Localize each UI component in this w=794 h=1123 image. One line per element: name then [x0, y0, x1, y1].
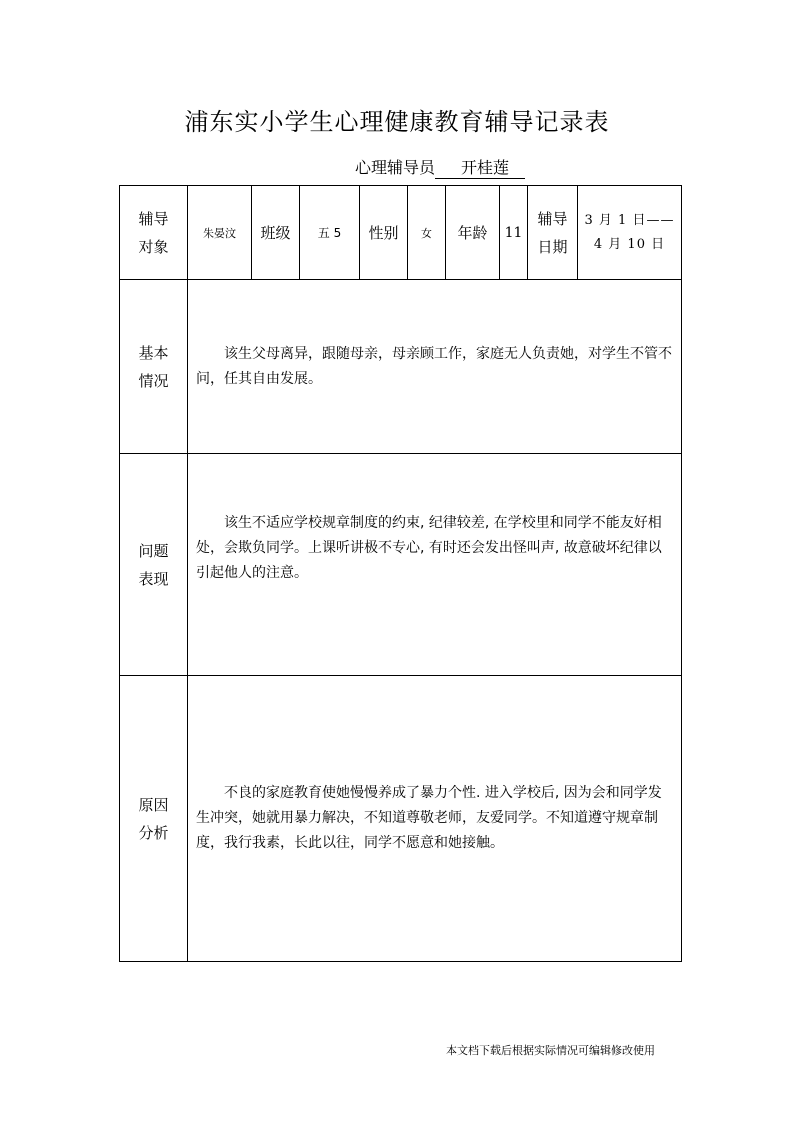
date-label-2: 日期 [537, 237, 568, 256]
gender-label: 性别 [360, 186, 408, 280]
age-value: 11 [500, 186, 528, 280]
problem-content: 该生不适应学校规章制度的约束, 纪律较差, 在学校里和同学不能友好相处，会欺负同学。上课听讲极不专心, 有时还会发出怪叫声, 故意破坏纪律以引起他人的注意。 [188, 454, 682, 676]
date-label-cell [528, 186, 578, 280]
header-row [120, 186, 682, 280]
class-value: 五 5 [300, 186, 360, 280]
basic-label-cell [120, 280, 188, 454]
target-label-cell [120, 186, 188, 280]
problem-label-cell [120, 454, 188, 676]
basic-row [120, 280, 682, 454]
date-line-1: 3 月 1 日—— [584, 212, 675, 228]
counselor-label: 心理辅导员 [355, 158, 436, 177]
cause-content: 不良的家庭教育使她慢慢养成了暴力个性. 进入学校后, 因为会和同学发生冲突，她就用暴力解决，不知道尊敬老师，友爱同学。不知道遵守规章制度，我行我素，长此以往，同学不愿意和她接触。 [188, 676, 682, 962]
problem-label-2: 表现 [138, 569, 169, 588]
student-name: 朱晏汶 [188, 186, 252, 280]
age-label: 年龄 [446, 186, 500, 280]
class-label: 班级 [252, 186, 300, 280]
cause-label-1: 原因 [138, 795, 169, 814]
document-title: 浦东实小学生心理健康教育辅导记录表 [184, 108, 610, 136]
basic-label-1: 基本 [138, 343, 169, 362]
problem-row [120, 454, 682, 676]
target-label-1: 辅导 [138, 209, 169, 228]
date-line-2: 4 月 10 日 [593, 236, 666, 252]
gender-value: 女 [408, 186, 446, 280]
target-label-2: 对象 [138, 237, 169, 256]
cause-label-cell [120, 676, 188, 962]
counselor-name: 开桂莲 [435, 158, 525, 179]
basic-label-2: 情况 [138, 371, 169, 390]
problem-label-1: 问题 [138, 541, 169, 560]
date-range-cell [578, 186, 682, 280]
cause-label-2: 分析 [138, 823, 169, 842]
cause-row [120, 676, 682, 962]
counselor-line [355, 155, 525, 179]
record-table [119, 185, 682, 962]
date-label-1: 辅导 [537, 209, 568, 228]
footer-note: 本文档下载后根据实际情况可编辑修改使用 [446, 1044, 655, 1057]
basic-content: 该生父母离异，跟随母亲，母亲顾工作，家庭无人负责她，对学生不管不问，任其自由发展。 [188, 280, 682, 454]
